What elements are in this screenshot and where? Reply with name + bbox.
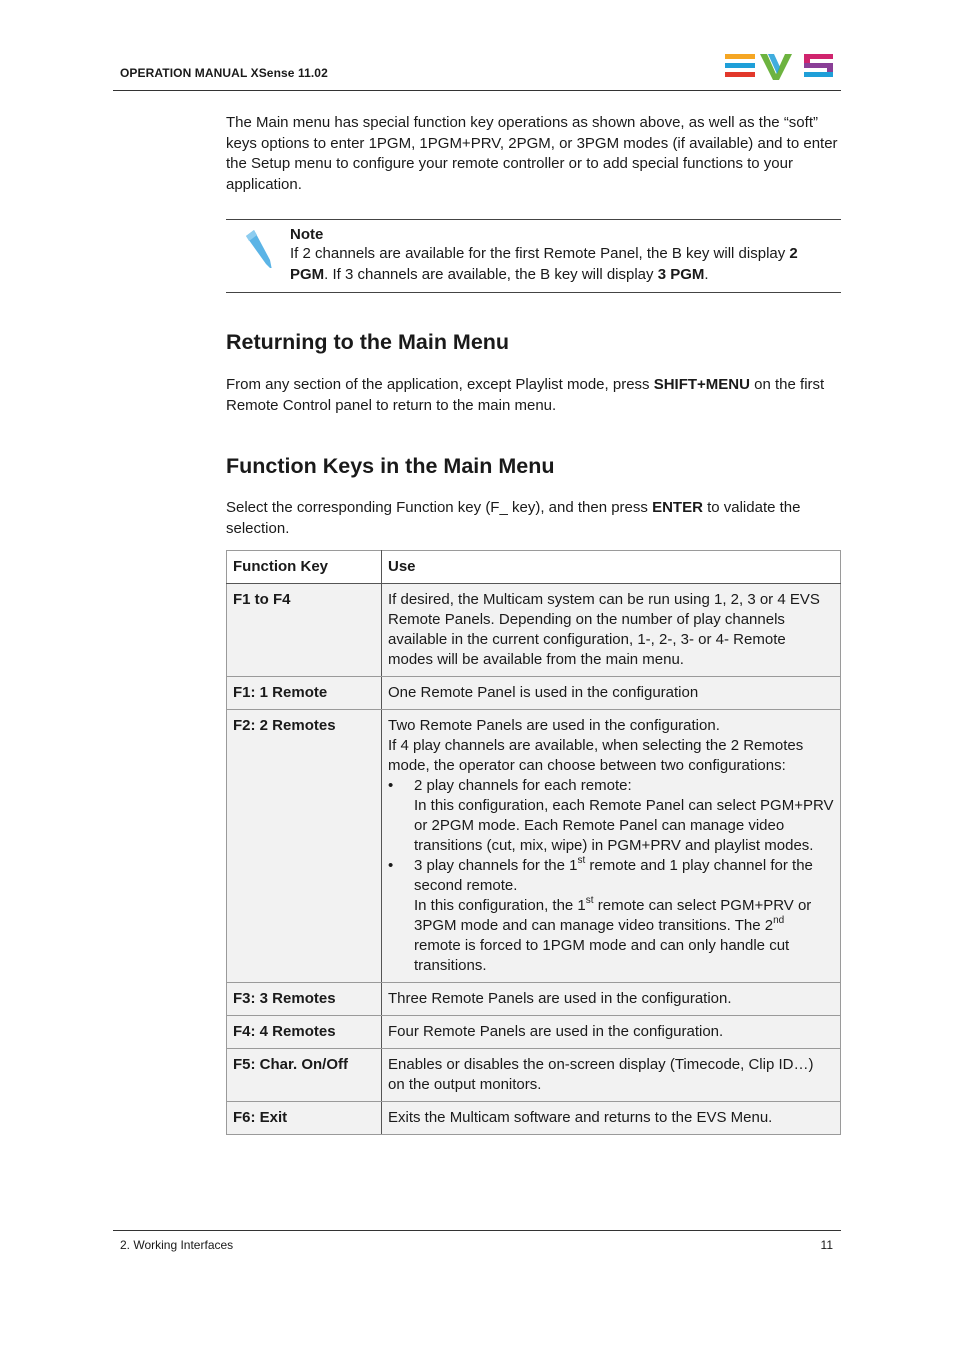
table-row xyxy=(227,1016,841,1049)
function-key-cell: F5: Char. On/Off xyxy=(227,1049,382,1102)
use-line: Two Remote Panels are used in the configuration. xyxy=(388,717,720,734)
column-header-function-key: Function Key xyxy=(227,551,382,584)
function-keys-table xyxy=(226,550,841,1135)
function-keys-paragraph: Select the corresponding Function key (F_ key), and then press ENTER to validate the selection. xyxy=(226,499,801,537)
page-number: 11 xyxy=(820,1238,833,1252)
bullet-text: In this configuration, the 1st remote can select PGM+PRV or 3PGM mode and can manage video transitions. The 2nd remote is forced to 1PGM mode and can only handle cut transitions. xyxy=(414,895,812,974)
bullet-marker: • xyxy=(388,777,394,794)
function-key-cell: F1: 1 Remote xyxy=(227,677,382,710)
note-title: Note xyxy=(290,226,324,243)
note-box xyxy=(226,219,841,293)
pencil-icon xyxy=(242,228,274,273)
function-key-cell: F2: 2 Remotes xyxy=(227,710,382,983)
table-row xyxy=(227,983,841,1016)
use-cell xyxy=(382,710,841,983)
heading-returning-main-menu: Returning to the Main Menu xyxy=(226,330,510,354)
table-row xyxy=(227,710,841,983)
list-item xyxy=(388,776,834,856)
table-row xyxy=(227,677,841,710)
document-header-title: OPERATION MANUAL XSense 11.02 xyxy=(120,66,328,80)
use-line: If 4 play channels are available, when selecting the 2 Remotes mode, the operator can choose between two configurations: xyxy=(388,737,804,774)
footer-divider xyxy=(113,1230,841,1231)
returning-paragraph: From any section of the application, except Playlist mode, press SHIFT+MENU on the first Remote Control panel to return to the main menu. xyxy=(226,376,825,414)
intro-paragraph: The Main menu has special function key operations as shown above, as well as the “soft” keys options to enter 1PGM, 1PGM+PRV, 2PGM, or 3PGM modes (if available) and to enter the Setup menu to configure your remote controller or to add special functions to your application. xyxy=(226,114,838,193)
use-cell: Four Remote Panels are used in the configuration. xyxy=(382,1016,841,1049)
function-key-cell: F6: Exit xyxy=(227,1102,382,1135)
use-cell: One Remote Panel is used in the configuration xyxy=(382,677,841,710)
bullet-text: In this configuration, each Remote Panel can select PGM+PRV or 2PGM mode. Each Remote Panel can manage video transitions (cut, mix, wipe) in PGM+PRV and playlist modes. xyxy=(414,797,834,854)
header-divider xyxy=(113,90,841,91)
column-header-use: Use xyxy=(382,551,841,584)
footer-chapter: 2. Working Interfaces xyxy=(120,1238,234,1252)
heading-function-keys: Function Keys in the Main Menu xyxy=(226,454,555,478)
function-key-cell: F4: 4 Remotes xyxy=(227,1016,382,1049)
table-row xyxy=(227,1102,841,1135)
use-cell: Three Remote Panels are used in the configuration. xyxy=(382,983,841,1016)
table-header-row xyxy=(227,551,841,584)
use-cell: If desired, the Multicam system can be run using 1, 2, 3 or 4 EVS Remote Panels. Depending on the number of play channels available in the current configuration, 1-, 2-, 3- or 4- Remote modes will be available from the main menu. xyxy=(382,584,841,677)
bullet-marker: • xyxy=(388,857,394,874)
note-text: If 2 channels are available for the first Remote Panel, the B key will display 2 PGM. If 3 channels are available, the B key will display 3 PGM. xyxy=(290,245,798,283)
table-row xyxy=(227,584,841,677)
use-cell: Enables or disables the on-screen display (Timecode, Clip ID…) on the output monitors. xyxy=(382,1049,841,1102)
list-item xyxy=(388,856,834,976)
table-row xyxy=(227,1049,841,1102)
use-cell: Exits the Multicam software and returns to the EVS Menu. xyxy=(382,1102,841,1135)
function-key-cell: F1 to F4 xyxy=(227,584,382,677)
evs-logo xyxy=(724,52,836,87)
bullet-title: 2 play channels for each remote: xyxy=(414,777,632,794)
function-key-cell: F3: 3 Remotes xyxy=(227,983,382,1016)
bullet-title: 3 play channels for the 1st remote and 1 play channel for the second remote. xyxy=(414,855,813,894)
